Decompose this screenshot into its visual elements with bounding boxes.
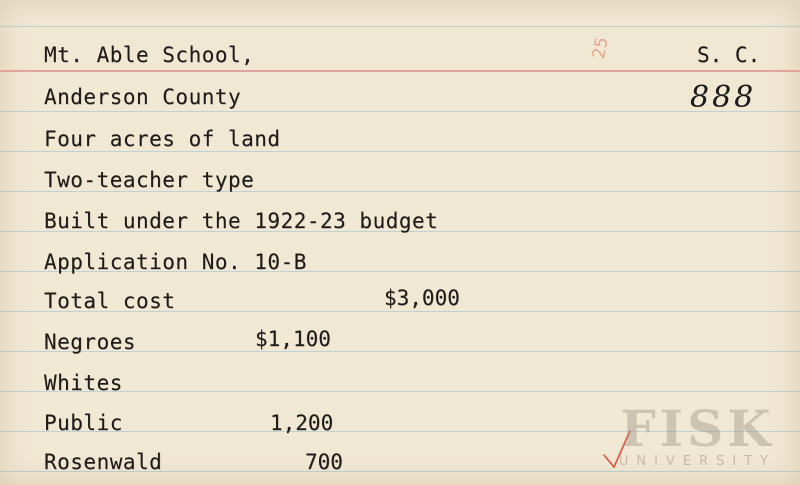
land-line: Four acres of land <box>44 127 281 151</box>
public-value: 1,200 <box>270 411 334 435</box>
watermark-word: FISK <box>620 399 775 458</box>
school-name: Mt. Able School, <box>44 43 255 67</box>
total-cost-label: Total cost <box>44 289 176 313</box>
total-cost-value: $3,000 <box>384 286 460 310</box>
type-line: Two-teacher type <box>44 168 255 192</box>
public-label: Public <box>44 411 123 435</box>
county: Anderson County <box>44 85 242 109</box>
budget-line: Built under the 1922-23 budget <box>44 209 439 233</box>
watermark-subtitle: UNIVERSITY <box>618 454 777 469</box>
application-line: Application No. 10-B <box>44 250 307 274</box>
card-number: 888 <box>690 80 757 115</box>
negroes-label: Negroes <box>44 330 137 354</box>
negroes-value: $1,100 <box>255 327 331 351</box>
whites-label: Whites <box>44 371 123 395</box>
rosenwald-label: Rosenwald <box>44 450 163 474</box>
rosenwald-value: 700 <box>305 450 343 474</box>
fisk-watermark <box>605 399 790 479</box>
state-abbrev: S. C. <box>697 43 761 67</box>
pencil-annotation: 25 <box>589 35 613 61</box>
red-header-rule <box>0 70 800 72</box>
